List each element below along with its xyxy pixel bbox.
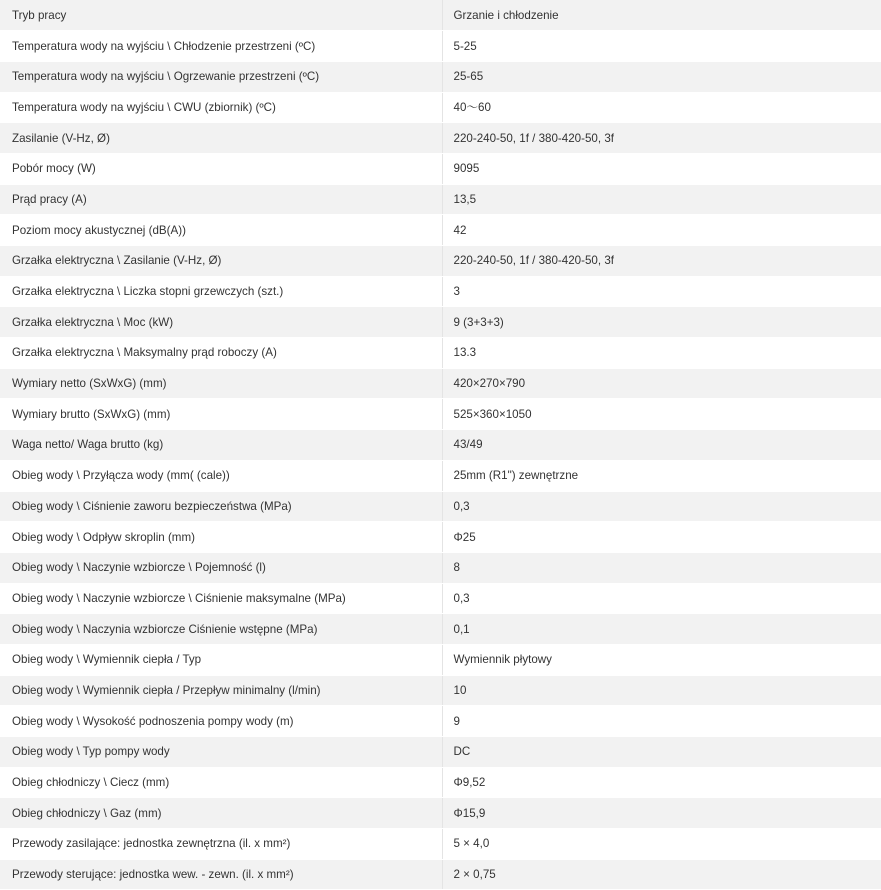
spec-value: Wymiennik płytowy	[442, 644, 881, 675]
spec-value: 220-240-50, 1f / 380-420-50, 3f	[442, 246, 881, 277]
table-row	[0, 798, 881, 829]
table-row	[0, 706, 881, 737]
table-row	[0, 829, 881, 860]
spec-label: Obieg wody \ Typ pompy wody	[0, 737, 442, 768]
table-row	[0, 184, 881, 215]
table-row	[0, 276, 881, 307]
spec-label: Temperatura wody na wyjściu \ Chłodzenie przestrzeni (ºC)	[0, 31, 442, 62]
spec-value: 43/49	[442, 430, 881, 461]
table-row	[0, 737, 881, 768]
spec-label: Wymiary brutto (SxWxG) (mm)	[0, 399, 442, 430]
table-row	[0, 522, 881, 553]
spec-value: 25mm (R1") zewnętrzne	[442, 460, 881, 491]
spec-label: Pobór mocy (W)	[0, 153, 442, 184]
spec-label: Przewody zasilające: jednostka zewnętrzna (il. x mm²)	[0, 829, 442, 860]
spec-value: Φ25	[442, 522, 881, 553]
table-row	[0, 153, 881, 184]
spec-label: Obieg wody \ Odpływ skroplin (mm)	[0, 522, 442, 553]
spec-value: 0,1	[442, 614, 881, 645]
table-row	[0, 430, 881, 461]
table-row	[0, 368, 881, 399]
spec-label: Grzałka elektryczna \ Moc (kW)	[0, 307, 442, 338]
spec-label: Wymiary netto (SxWxG) (mm)	[0, 368, 442, 399]
spec-value: 0,3	[442, 491, 881, 522]
spec-label: Grzałka elektryczna \ Liczka stopni grzewczych (szt.)	[0, 276, 442, 307]
spec-label: Obieg wody \ Wysokość podnoszenia pompy wody (m)	[0, 706, 442, 737]
table-row	[0, 338, 881, 369]
table-row	[0, 767, 881, 798]
table-row	[0, 61, 881, 92]
spec-label: Obieg wody \ Wymiennik ciepła / Przepływ minimalny (l/min)	[0, 675, 442, 706]
spec-value: 40～60	[442, 92, 881, 123]
spec-value: 13.3	[442, 338, 881, 369]
spec-value: 2 × 0,75	[442, 859, 881, 890]
table-row	[0, 92, 881, 123]
spec-value: 3	[442, 276, 881, 307]
spec-label: Poziom mocy akustycznej (dB(A))	[0, 215, 442, 246]
spec-label: Grzałka elektryczna \ Zasilanie (V-Hz, Ø)	[0, 246, 442, 277]
spec-value: Φ9,52	[442, 767, 881, 798]
table-row	[0, 859, 881, 890]
spec-value: DC	[442, 737, 881, 768]
table-row	[0, 246, 881, 277]
spec-label: Obieg chłodniczy \ Ciecz (mm)	[0, 767, 442, 798]
spec-label: Grzałka elektryczna \ Maksymalny prąd roboczy (A)	[0, 338, 442, 369]
spec-value: 5-25	[442, 31, 881, 62]
table-row	[0, 0, 881, 31]
spec-label: Obieg wody \ Naczynie wzbiorcze \ Ciśnienie maksymalne (MPa)	[0, 583, 442, 614]
table-row	[0, 215, 881, 246]
spec-label: Tryb pracy	[0, 0, 442, 31]
spec-label: Obieg wody \ Wymiennik ciepła / Typ	[0, 644, 442, 675]
table-row	[0, 675, 881, 706]
table-row	[0, 583, 881, 614]
spec-value: 42	[442, 215, 881, 246]
table-row	[0, 31, 881, 62]
table-row	[0, 307, 881, 338]
table-row	[0, 644, 881, 675]
spec-value: 220-240-50, 1f / 380-420-50, 3f	[442, 123, 881, 154]
table-row	[0, 614, 881, 645]
spec-label: Prąd pracy (A)	[0, 184, 442, 215]
spec-label: Zasilanie (V-Hz, Ø)	[0, 123, 442, 154]
spec-label: Temperatura wody na wyjściu \ Ogrzewanie przestrzeni (ºC)	[0, 61, 442, 92]
table-row	[0, 123, 881, 154]
spec-label: Obieg wody \ Naczynie wzbiorcze \ Pojemność (l)	[0, 552, 442, 583]
spec-label: Obieg chłodniczy \ Gaz (mm)	[0, 798, 442, 829]
spec-label: Obieg wody \ Ciśnienie zaworu bezpieczeństwa (MPa)	[0, 491, 442, 522]
spec-value: 9	[442, 706, 881, 737]
table-row	[0, 460, 881, 491]
spec-label: Waga netto/ Waga brutto (kg)	[0, 430, 442, 461]
spec-value: 8	[442, 552, 881, 583]
spec-label: Przewody sterujące: jednostka wew. - zewn. (il. x mm²)	[0, 859, 442, 890]
spec-value: 0,3	[442, 583, 881, 614]
spec-value: Grzanie i chłodzenie	[442, 0, 881, 31]
spec-label: Temperatura wody na wyjściu \ CWU (zbiornik) (ºC)	[0, 92, 442, 123]
spec-value: Φ15,9	[442, 798, 881, 829]
spec-value: 13,5	[442, 184, 881, 215]
spec-value: 525×360×1050	[442, 399, 881, 430]
spec-value: 9095	[442, 153, 881, 184]
spec-value: 25-65	[442, 61, 881, 92]
spec-value: 9 (3+3+3)	[442, 307, 881, 338]
spec-label: Obieg wody \ Naczynia wzbiorcze Ciśnienie wstępne (MPa)	[0, 614, 442, 645]
spec-value: 10	[442, 675, 881, 706]
table-row	[0, 491, 881, 522]
spec-value: 5 × 4,0	[442, 829, 881, 860]
spec-label: Obieg wody \ Przyłącza wody (mm( (cale))	[0, 460, 442, 491]
spec-value: 420×270×790	[442, 368, 881, 399]
table-row	[0, 399, 881, 430]
table-row	[0, 552, 881, 583]
